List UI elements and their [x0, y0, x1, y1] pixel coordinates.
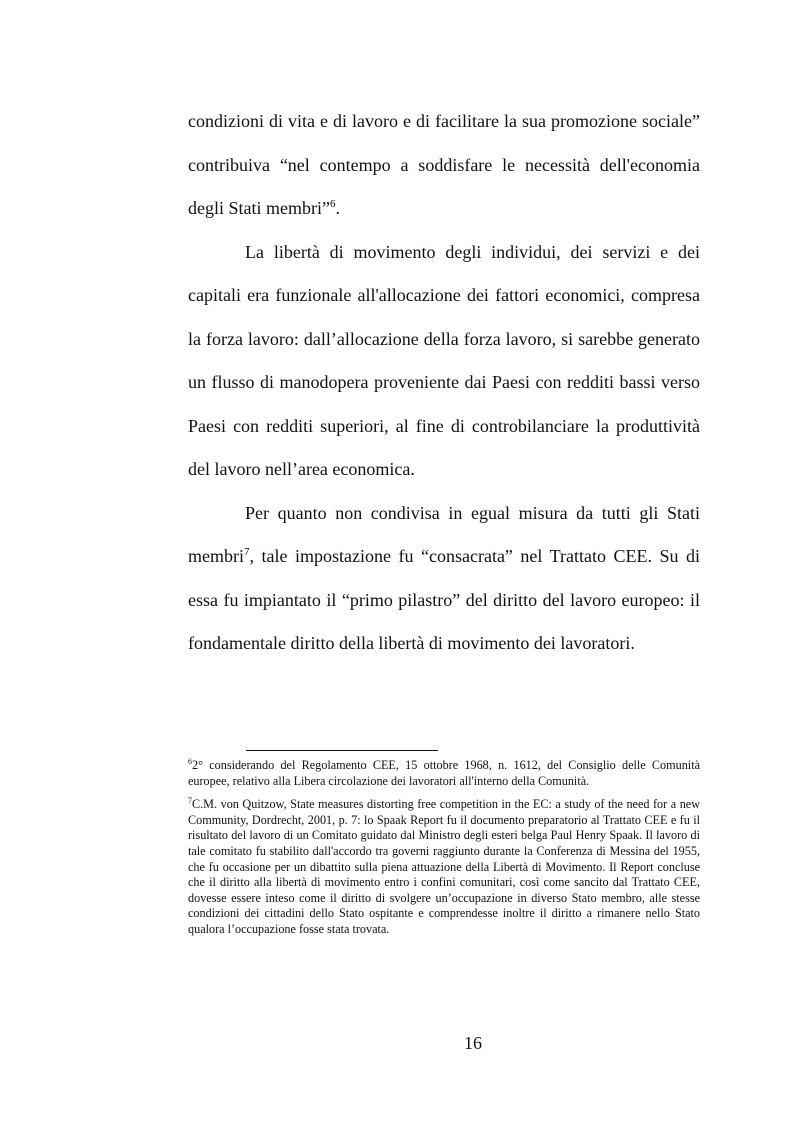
- paragraph-1: [188, 100, 700, 231]
- page-number: 16: [464, 1033, 482, 1053]
- paragraph-3-text-a: Per quanto non condivisa in egual misura da tutti gli Stati membri: [188, 502, 700, 566]
- footnote-6: [188, 758, 700, 789]
- footnote-ref-6[interactable]: 6: [329, 198, 336, 210]
- footnotes: [188, 758, 700, 938]
- paragraph-3-text-b: , tale impostazione fu “consacrata” nel Trattato CEE. Su di essa fu impiantato il “primo pilastro” del diritto del lavoro europeo: il fondamentale diritto della libertà di movimento dei lavoratori.: [188, 546, 700, 653]
- footnote-6-number: 6: [188, 757, 192, 766]
- closing-quote: ”: [321, 198, 330, 218]
- footnote-ref-7[interactable]: 7: [244, 546, 250, 558]
- body-text: [188, 100, 700, 666]
- footnote-7-number: 7: [188, 796, 192, 806]
- footnote-6-text: 2° considerando del Regolamento CEE, 15 ottobre 1968, n. 1612, del Consiglio delle Comunità europee, relativo alla Libera circolazione dei lavoratori all'interno della Comunità.: [188, 758, 700, 788]
- footnote-7: [188, 797, 700, 937]
- paragraph-1-text: condizioni di vita e di lavoro e di facilitare la sua promozione sociale” contribuiva “nel contempo a soddisfare le necessità dell'economia degli Stati membri: [188, 111, 700, 218]
- paragraph-3: [188, 492, 700, 666]
- footnote-7-text: C.M. von Quitzow, State measures distorting free competition in the EC: a study of the need for a new Community, Dordrecht, 2001, p. 7: lo Spaak Report fu il documento preparatorio al Trattato CEE e fu il risultato del lavoro di un Comitato guidato dal Ministro degli esteri belga Paul Henry Spaak. Il lavoro di tale comitato fu stabilito dall'accordo tra governi raggiunto durante la Conferenza di Messina del 1955, che fu occasione per un dibattito sulla piena attuazione della Libertà di Movimento. Il Report concluse che il diritto alla libertà di movimento entro i confini comunitari, così come sancito dal Trattato CEE, dovesse essere inteso come il diritto di svolgere un’occupazione in diverso Stato membro, alle stesse condizioni dei cittadini dello Stato ospitante e comprendesse inoltre il diritto a rimanere nello Stato qualora l’occupazione fosse stata trovata.: [188, 797, 700, 936]
- footnote-separator: [246, 750, 438, 751]
- paragraph-2: La libertà di movimento degli individui, dei servizi e dei capitali era funzionale all'allocazione dei fattori economici, compresa la forza lavoro: dall’allocazione della forza lavoro, si sarebbe generato un flusso di manodopera proveniente dai Paesi con redditi bassi verso Paesi con redditi superiori, al fine di controbilanciare la produttività del lavoro nell’area economica.: [188, 241, 700, 479]
- paragraph-1-tail: .: [335, 198, 340, 218]
